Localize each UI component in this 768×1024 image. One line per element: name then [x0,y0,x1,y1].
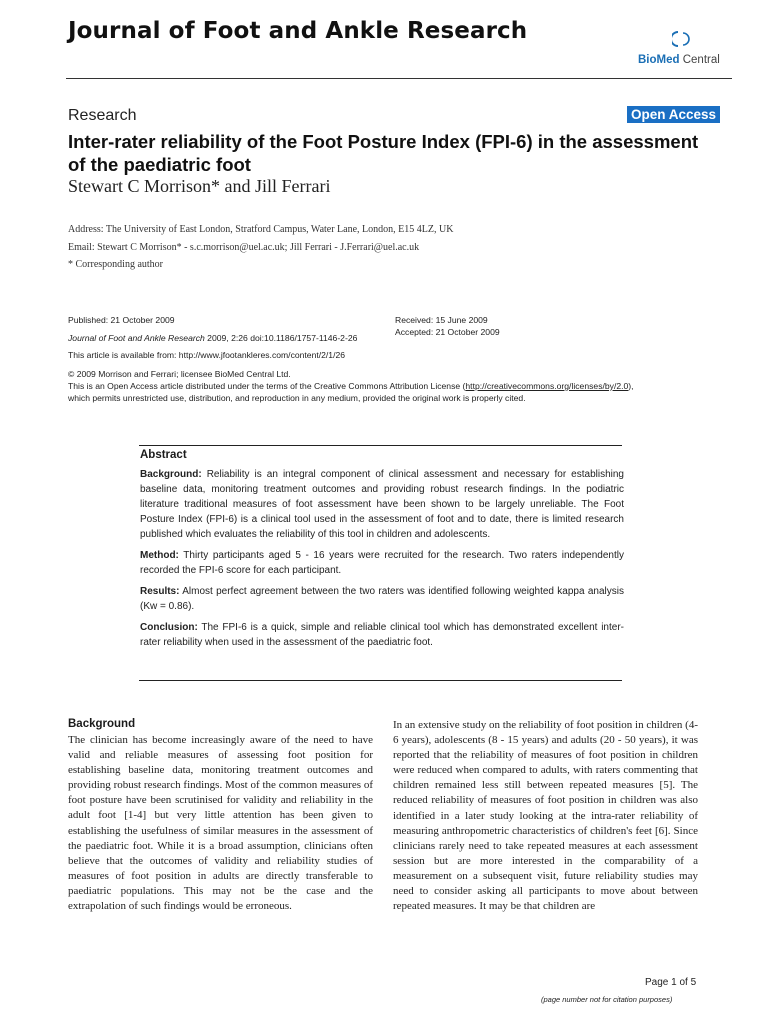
header-divider [66,78,732,79]
abstract-background-text: Reliability is an integral component of clinical assessment and necessary for establishing baseline data, monitoring treatment outcomes and providing robust research findings. In the podiatric literature traditional measures of foot assessment have been shown to be largely unreliable. The Foot Posture Index (FPI-6) is a clinical tool used in the assessment of foot and to date, there is limited research published which evaluates the reliability of this tool in children and adolescents. [140,469,624,540]
abstract-top-rule [139,445,622,446]
published-date: Published: 21 October 2009 [68,315,175,325]
abstract-conclusion-text: The FPI-6 is a quick, simple and reliable clinical tool which has demonstrated excellent inter-rater reliability when used in the assessment of the paediatric foot. [140,622,624,648]
citation-details: 2009, 2:26 doi:10.1186/1757-1146-2-26 [204,333,358,343]
journal-title: Journal of Foot and Ankle Research [68,18,528,44]
logo-suffix: Central [679,54,720,66]
citation-journal: Journal of Foot and Ankle Research [68,333,205,343]
abstract-background-label: Background: [140,469,202,480]
accepted-date: Accepted: 21 October 2009 [395,327,500,337]
corresponding-author-note: * Corresponding author [68,259,163,270]
abstract-background [140,467,624,542]
abstract-method [140,548,624,578]
abstract-method-label: Method: [140,550,179,561]
page-number-note: (page number not for citation purposes) [541,995,673,1004]
abstract-conclusion-label: Conclusion: [140,622,198,633]
abstract-results-label: Results: [140,586,180,597]
biomed-central-logo [638,30,728,70]
article-url-line[interactable]: This article is available from: http://www.jfootankleres.com/content/2/1/26 [68,350,346,360]
article-section-label: Research [68,107,137,124]
article-title: Inter-rater reliability of the Foot Posture Index (FPI-6) in the assessment of the paediatric foot [68,131,699,175]
license-line-1 [68,381,634,391]
abstract-conclusion [140,620,624,650]
logo-text [638,54,720,66]
logo-brand: BioMed [638,54,680,66]
page-number: Page 1 of 5 [645,977,697,988]
background-heading: Background [68,718,136,730]
author-email: Email: Stewart C Morrison* - s.c.morrison@uel.ac.uk; Jill Ferrari - J.Ferrari@uel.ac.uk [68,242,420,253]
abstract-bottom-rule [139,680,622,681]
abstract-body [140,467,624,656]
abstract-results-text: Almost perfect agreement between the two raters was identified following weighted kappa analysis (Kw = 0.86). [140,586,624,612]
author-address: Address: The University of East London, Stratford Campus, Water Lane, London, E15 4LZ, UK [68,224,454,235]
body-left-column: The clinician has become increasingly aware of the need to have valid and reliable measures of assessing foot position for establishing baseline data, monitoring treatment outcomes and providing robust research findings. Most of the common measures of foot posture have been scrutinised for validity and reliability in the adult foot [1-4] but very little attention has been given to establishing the usefulness of similar measures in the assessment of the paediatric foot. While it is a broad assumption, clinicians often believe that the outcomes of validity and reliability studies of measures of foot position in adults are directly transferable to paediatric populations. This may not be the case and the extrapolation of such findings would be erroneous. [68,734,373,913]
article-authors: Stewart C Morrison* and Jill Ferrari [68,176,331,196]
abstract-method-text: Thirty participants aged 5 - 16 years were recruited for the research. Two raters independently recorded the FPI-6 score for each participant. [140,550,624,576]
open-access-badge: Open Access [627,106,720,123]
license-text-b: ), [628,381,634,391]
copyright-line: © 2009 Morrison and Ferrari; licensee BioMed Central Ltd. [68,369,291,379]
biomed-logo-mark-icon [672,30,690,48]
citation-line [68,333,357,343]
license-text-a: This is an Open Access article distributed under the terms of the Creative Commons Attribution License ( [68,381,466,391]
body-right-column: In an extensive study on the reliability of foot position in children (4-6 years), adolescents (8 - 15 years) and adults (20 - 50 years), it was reported that the reliability of measures of foot position in children were reduced when compared to adults, with raters commenting that children remained less still between repeated measures [5]. The reduced reliability of measures of foot position in children was also identified in a later study looking at the intra-rater reliability of measuring anthropometric characteristics of children's feet [6]. Since clinicians rarely need to take repeated measures at each assessment session but are more interested in the comparability of a measurement on a subsequent visit, future reliability studies may need to consider asking all participants to move about between repeated measures. It may be that children are [393,719,698,913]
abstract-heading: Abstract [140,449,187,461]
received-date: Received: 15 June 2009 [395,315,488,325]
abstract-results [140,584,624,614]
license-line-2: which permits unrestricted use, distribution, and reproduction in any medium, provided the original work is properly cited. [68,393,526,403]
license-link[interactable]: http://creativecommons.org/licenses/by/2.0 [465,381,629,391]
